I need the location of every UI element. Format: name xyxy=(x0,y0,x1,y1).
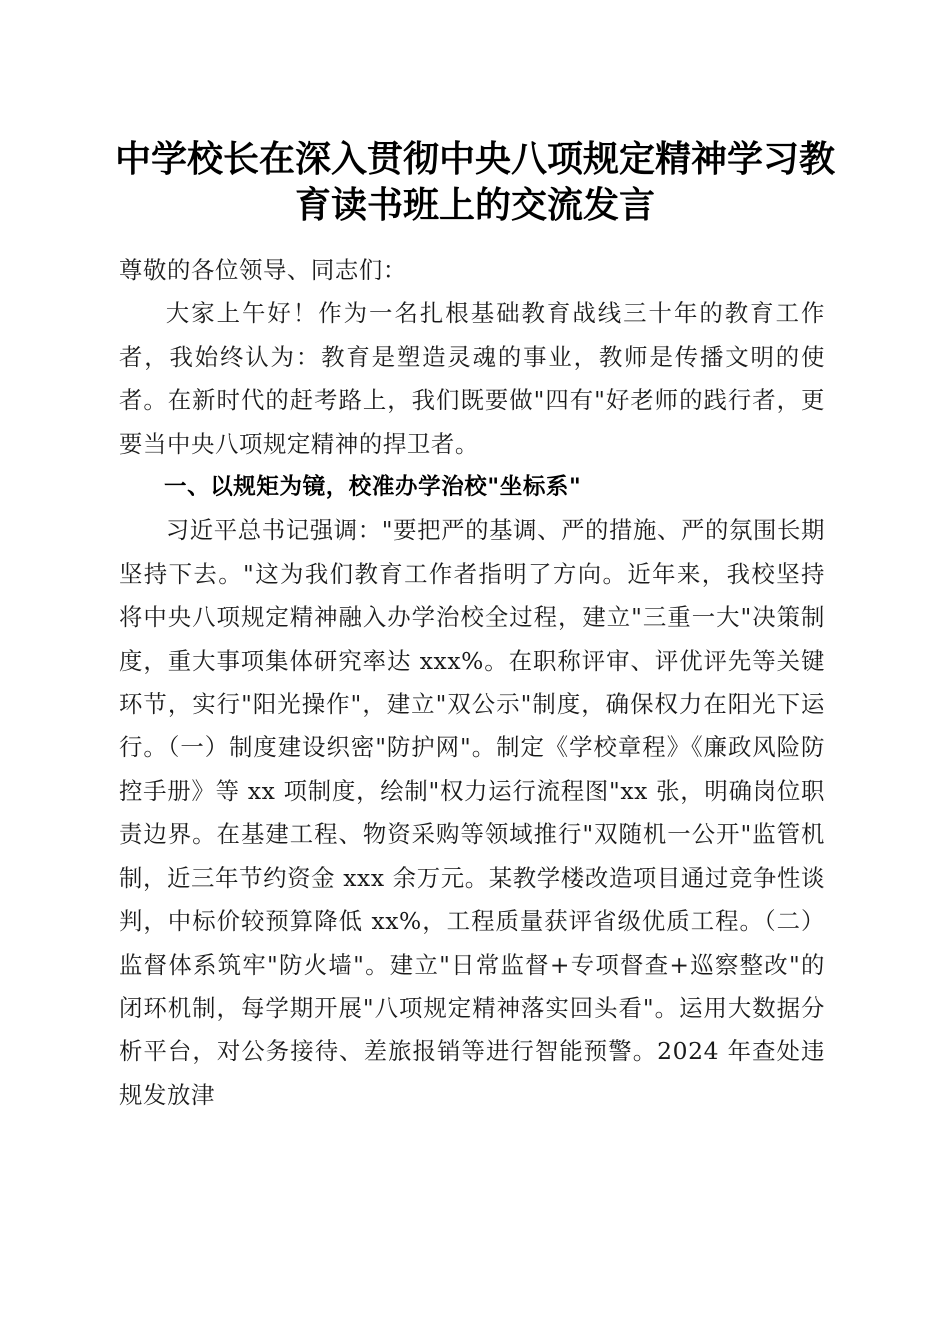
document-title: 中学校长在深入贯彻中央八项规定精神学习教育读书班上的交流发言 xyxy=(114,138,835,226)
intro-paragraph: 大家上午好！作为一名扎根基础教育战线三十年的教育工作者，我始终认为：教育是塑造灵魂的事业，教师是传播文明的使者。在新时代的赶考路上，我们既要做"四有"好老师的践行者，更要当中央八项规定精神的捍卫者。 xyxy=(119,299,825,458)
document-body xyxy=(119,249,825,1117)
section-heading: 一、以规矩为镜，校准办学治校"坐标系" xyxy=(164,474,582,501)
section-body-paragraph: 习近平总书记强调："要把严的基调、严的措施、严的氛围长期坚持下去。"这为我们教育工作者指明了方向。近年来，我校坚持将中央八项规定精神融入办学治校全过程，建立"三重一大"决策制度，重大事项集体研究率达 xxx%。在职称评审、评优评先等关键环节，实行"阳光操作"，建立"双公示"制度，确保权力在阳光下运行。（一）制度建设织密"防护网"。制定《学校章程》《廉政风险防控手册》等 xx 项制度，绘制"权力运行流程图"xx 张，明确岗位职责边界。在基建工程、物资采购等领域推行"双随机一公开"监管机制，近三年节约资金 xxx 余万元。某教学楼改造项目通过竞争性谈判，中标价较预算降低 xx%，工程质量获评省级优质工程。（二）监督体系筑牢"防火墙"。建立"日常监督+专项督查+巡察整改"的闭环机制，每学期开展"八项规定精神落实回头看"。运用大数据分析平台，对公务接待、差旅报销等进行智能预警。2024 年查处违规发放津 xyxy=(119,516,825,1109)
salutation: 尊敬的各位领导、同志们： xyxy=(119,256,407,284)
